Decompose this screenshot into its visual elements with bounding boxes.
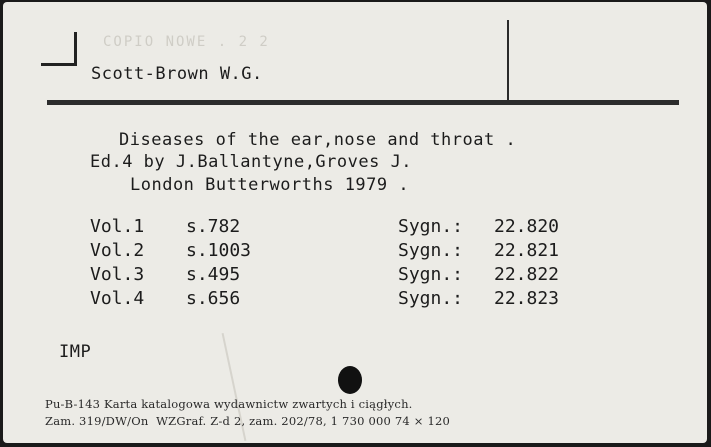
author-name: Scott-Brown W.G. [91, 64, 263, 84]
signature-number: 22.823 [494, 288, 560, 309]
signature-label: Sygn.: [398, 240, 464, 261]
catalog-card [3, 2, 707, 443]
volume-number: Vol.3 [90, 264, 145, 285]
volume-number: Vol.4 [90, 288, 145, 309]
corner-mark-vertical [74, 32, 77, 66]
faint-stamp: COPIO NOWE . 2 2 [103, 34, 270, 50]
volume-pages: s.495 [186, 264, 241, 285]
header-rule [47, 100, 679, 105]
corner-mark-horizontal [41, 63, 77, 66]
title-line-1: Diseases of the ear,nose and throat . [119, 130, 517, 150]
header-divider-vertical [507, 20, 509, 102]
signature-number: 22.820 [494, 216, 560, 237]
imp-mark: IMP [59, 342, 92, 362]
volume-pages: s.782 [186, 216, 241, 237]
signature-label: Sygn.: [398, 264, 464, 285]
signature-label: Sygn.: [398, 288, 464, 309]
volume-number: Vol.1 [90, 216, 145, 237]
signature-number: 22.822 [494, 264, 560, 285]
footer-line-1: Pu-B-143 Karta katalogowa wydawnictw zwartych i ciągłych. [45, 397, 413, 411]
footer-line-2: Zam. 319/DW/On WZGraf. Z-d 2, zam. 202/78, 1 730 000 74 × 120 [45, 414, 450, 428]
title-line-2: Ed.4 by J.Ballantyne,Groves J. [90, 152, 413, 172]
signature-label: Sygn.: [398, 216, 464, 237]
punch-hole [338, 366, 362, 394]
title-line-3: London Butterworths 1979 . [130, 175, 410, 195]
volume-number: Vol.2 [90, 240, 145, 261]
volume-pages: s.656 [186, 288, 241, 309]
signature-number: 22.821 [494, 240, 560, 261]
volume-pages: s.1003 [186, 240, 252, 261]
